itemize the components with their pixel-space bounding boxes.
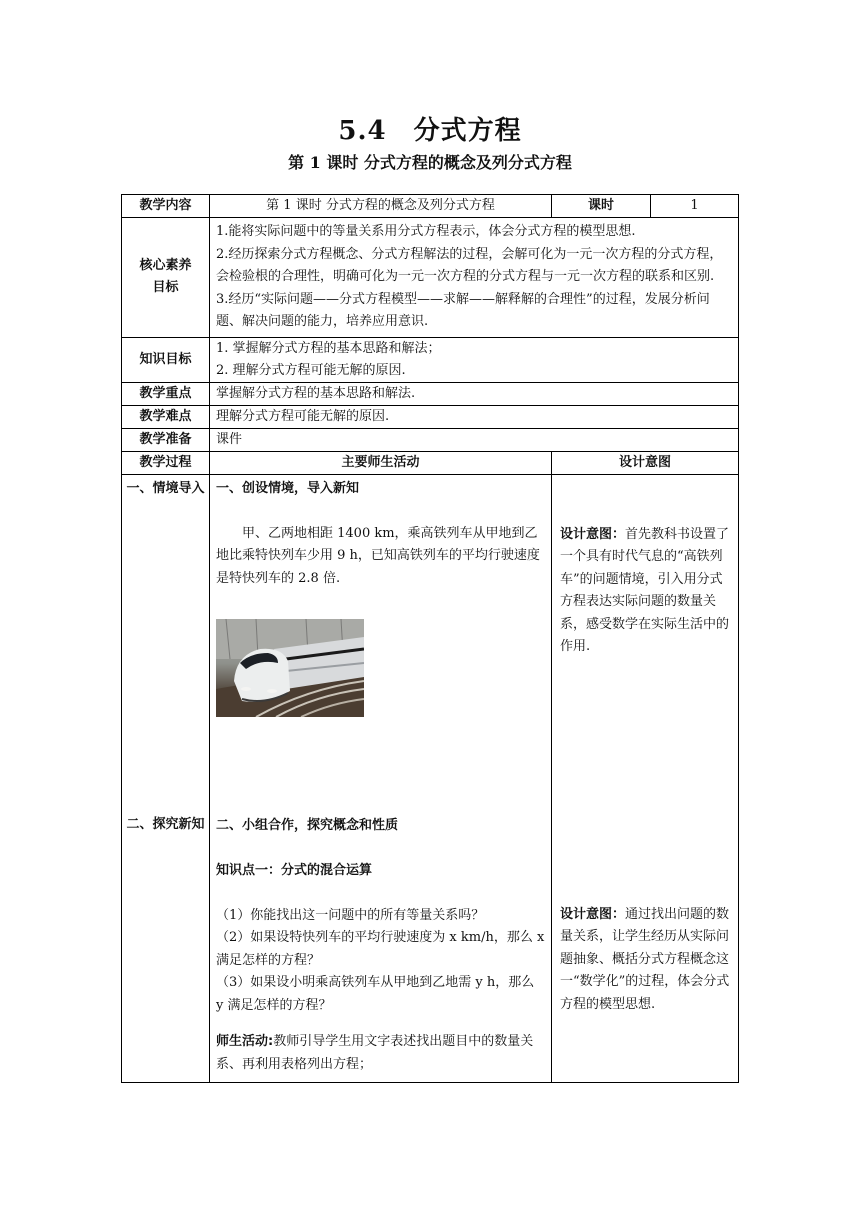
high-speed-train-image: [216, 619, 364, 717]
table-row: [122, 428, 739, 451]
core-label: [122, 218, 210, 338]
table-header-row: [122, 451, 739, 474]
key-content: 掌握解分式方程的基本思路和解法.: [210, 382, 739, 405]
intent-text: 通过找出问题的数量关系，让学生经历从实际问题抽象、概括分式方程概念这一“数学化”的过程，体会分式方程的模型思想.: [560, 906, 730, 1012]
teacher-activity-label: 师生活动:: [216, 1034, 274, 1049]
intent-label: 设计意图：: [560, 526, 626, 542]
table-row: [122, 405, 739, 428]
page-subtitle: 第 1 课时 分式方程的概念及列分式方程: [288, 153, 572, 172]
stage1-problem: 甲、乙两地相距 1400 km，乘高铁列车从甲地到乙地比乘特快列车少用 9 h，已知高铁列车的平均行驶速度是特快列车的 2.8 倍.: [216, 525, 540, 586]
stage2-activity: [216, 815, 545, 1077]
table-row: [122, 218, 739, 338]
stage1-intent: [560, 524, 732, 659]
prep-content: 课件: [210, 428, 739, 451]
intents-cell: [552, 474, 739, 1082]
knowledge-item: 2. 理解分式方程可能无解的原因.: [216, 362, 406, 378]
core-goal-item: 3.经历“实际问题——分式方程模型——求解——解释解的合理性”的过程，发展分析问题、解决问题的能力，培养应用意识.: [216, 291, 710, 329]
difficult-content: 理解分式方程可能无解的原因.: [210, 405, 739, 428]
teacher-activity: [216, 1031, 545, 1076]
knowledge-goals: [210, 337, 739, 382]
intent-header: 设计意图: [552, 451, 739, 474]
table-row: [122, 337, 739, 382]
stage1-label: 一、情境导入: [126, 480, 205, 496]
knowledge-label: 知识目标: [122, 337, 210, 382]
hours-value: 1: [651, 195, 739, 218]
core-goal-item: 1.能将实际问题中的等量关系用分式方程表示，体会分式方程的模型思想.: [216, 224, 636, 239]
hours-label: 课时: [552, 195, 651, 218]
content-value: 第 1 课时 分式方程的概念及列分式方程: [210, 195, 552, 218]
teacher-activity-text: 教师引导学生用文字表述找出题目中的数量关系、再利用表格列出方程；: [216, 1034, 534, 1072]
stage1-heading: 一、创设情境，导入新知: [216, 480, 360, 496]
intent-label: 设计意图：: [560, 906, 626, 922]
core-label-line1: 核心素养: [139, 258, 192, 274]
question-item: （3）如果设小明乘高铁列车从甲地到乙地需 y h，那么 y 满足怎样的方程？: [216, 975, 535, 1013]
lesson-plan-table: [121, 194, 739, 1083]
process-header: 教学过程: [122, 451, 210, 474]
stage2-heading: 二、小组合作，探究概念和性质: [216, 817, 399, 833]
stage2-questions: [216, 905, 545, 1018]
train-photo: [216, 619, 364, 717]
difficult-label: 教学难点: [122, 405, 210, 428]
key-label: 教学重点: [122, 382, 210, 405]
prep-label: 教学准备: [122, 428, 210, 451]
content-label: 教学内容: [122, 195, 210, 218]
stage-labels: [122, 474, 210, 1082]
core-goal-item: 2.经历探索分式方程概念、分式方程解法的过程，会解可化为一元一次方程的分式方程，会检验根的合理性，明确可化为一元一次方程的分式方程与一元一次方程的联系和区别.: [216, 246, 723, 284]
core-goals: [210, 218, 739, 338]
intent-text: 首先教科书设置了一个具有时代气息的“高铁列车”的问题情境，引入用分式方程表达实际问题的数量关系，感受数学在实际生活中的作用.: [560, 526, 730, 654]
core-label-line2: 目标: [152, 280, 179, 296]
knowledge-item: 1. 掌握解分式方程的基本思路和解法；: [216, 340, 441, 356]
activity-header: 主要师生活动: [210, 451, 552, 474]
question-item: （2）如果设特快列车的平均行驶速度为 x km/h，那么 x 满足怎样的方程？: [216, 930, 545, 968]
stage2-label: 二、探究新知: [126, 816, 205, 832]
stage1-activity: [216, 478, 545, 718]
table-row: [122, 195, 739, 218]
table-row: [122, 382, 739, 405]
stage2-point: 知识点一：分式的混合运算: [216, 862, 373, 878]
question-item: （1）你能找出这一问题中的所有等量关系吗？: [216, 907, 485, 923]
table-row: [122, 474, 739, 1082]
stage2-intent: [560, 904, 732, 1017]
activities-cell: [210, 474, 552, 1082]
page-title: 5.4 分式方程: [338, 116, 522, 146]
